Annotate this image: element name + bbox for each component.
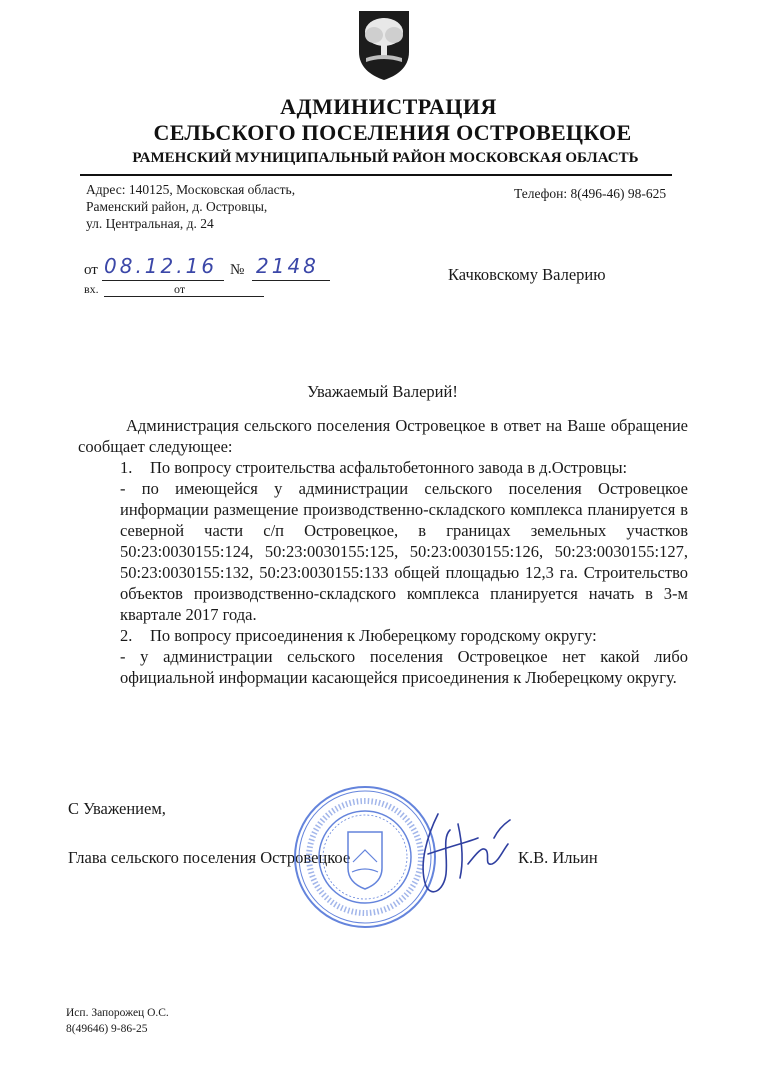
closing: С Уважением, (68, 799, 166, 818)
handwritten-number: 2148 (256, 254, 319, 278)
handwritten-date: 08.12.16 (104, 254, 218, 278)
letterhead-divider (80, 174, 672, 176)
item-2-heading (78, 625, 688, 646)
number-underline (252, 280, 330, 281)
letterhead-title-2: СЕЛЬСКОГО ПОСЕЛЕНИЯ ОСТРОВЕЦКОЕ (153, 120, 632, 145)
item-1-heading-text: По вопросу строительства асфальтобетонного завода в д.Островцы: (150, 458, 628, 477)
item-2-heading-text: По вопросу присоединения к Люберецкому городскому округу: (150, 626, 597, 645)
item-2-number: 2. (120, 626, 133, 645)
greeting: Уважаемый Валерий! (307, 382, 458, 401)
address-line: Раменский район, д. Островцы, (86, 199, 268, 214)
item-2-text: - у администрации сельского поселения Островецкое нет какой либо официальной информации касающейся присоединения к Люберецкому округу. (120, 647, 688, 687)
addressee: Качковскому Валерию (448, 265, 606, 284)
handwritten-signature (398, 794, 528, 904)
address-line: ул. Центральная, д. 24 (86, 216, 214, 231)
phone-number: Телефон: 8(496-46) 98-625 (514, 186, 667, 201)
number-label: № (230, 262, 245, 278)
executor-phone: 8(49646) 9-86-25 (66, 1023, 148, 1035)
letterhead-title-1: АДМИНИСТРАЦИЯ (280, 94, 497, 119)
signatory-name: К.В. Ильин (518, 848, 598, 867)
coat-of-arms-emblem (356, 8, 412, 82)
item-1-heading (78, 457, 688, 478)
executor-info (66, 1005, 169, 1037)
item-1-number: 1. (120, 458, 133, 477)
item-1-text: - по имеющейся у администрации сельского поселения Островецкое информации размещение производственно-складского комплекса планируется в северной части с/п Островецкое, в границах земельных участков 50:23:0030155:124, 50:23:0030155:125, 50:23:0030155:126, 50:23:0030155:127, 50:23:0030155:132, 50:23:0030155:133 общей площадью 12,3 га. Строительство объектов производственно-складского комплекса планируется начать в 3-м квартале 2017 года. (120, 479, 688, 624)
date-underline (102, 280, 224, 281)
intro-paragraph: Администрация сельского поселения Островецкое в ответ на Ваше обращение сообщает следующее: (78, 416, 688, 456)
signatory-position: Глава сельского поселения Островецкое (68, 848, 351, 867)
incoming-label: вх. (84, 282, 99, 296)
executor-name: Исп. Запорожец О.С. (66, 1007, 169, 1019)
incoming-from-label: от (174, 282, 186, 296)
address-line: Адрес: 140125, Московская область, (86, 182, 296, 197)
address-block (86, 181, 295, 232)
letterhead-title-3: РАМЕНСКИЙ МУНИЦИПАЛЬНЫЙ РАЙОН МОСКОВСКАЯ ОБЛАСТЬ (132, 150, 639, 166)
from-label: от (84, 262, 98, 278)
letter-body (78, 415, 688, 688)
